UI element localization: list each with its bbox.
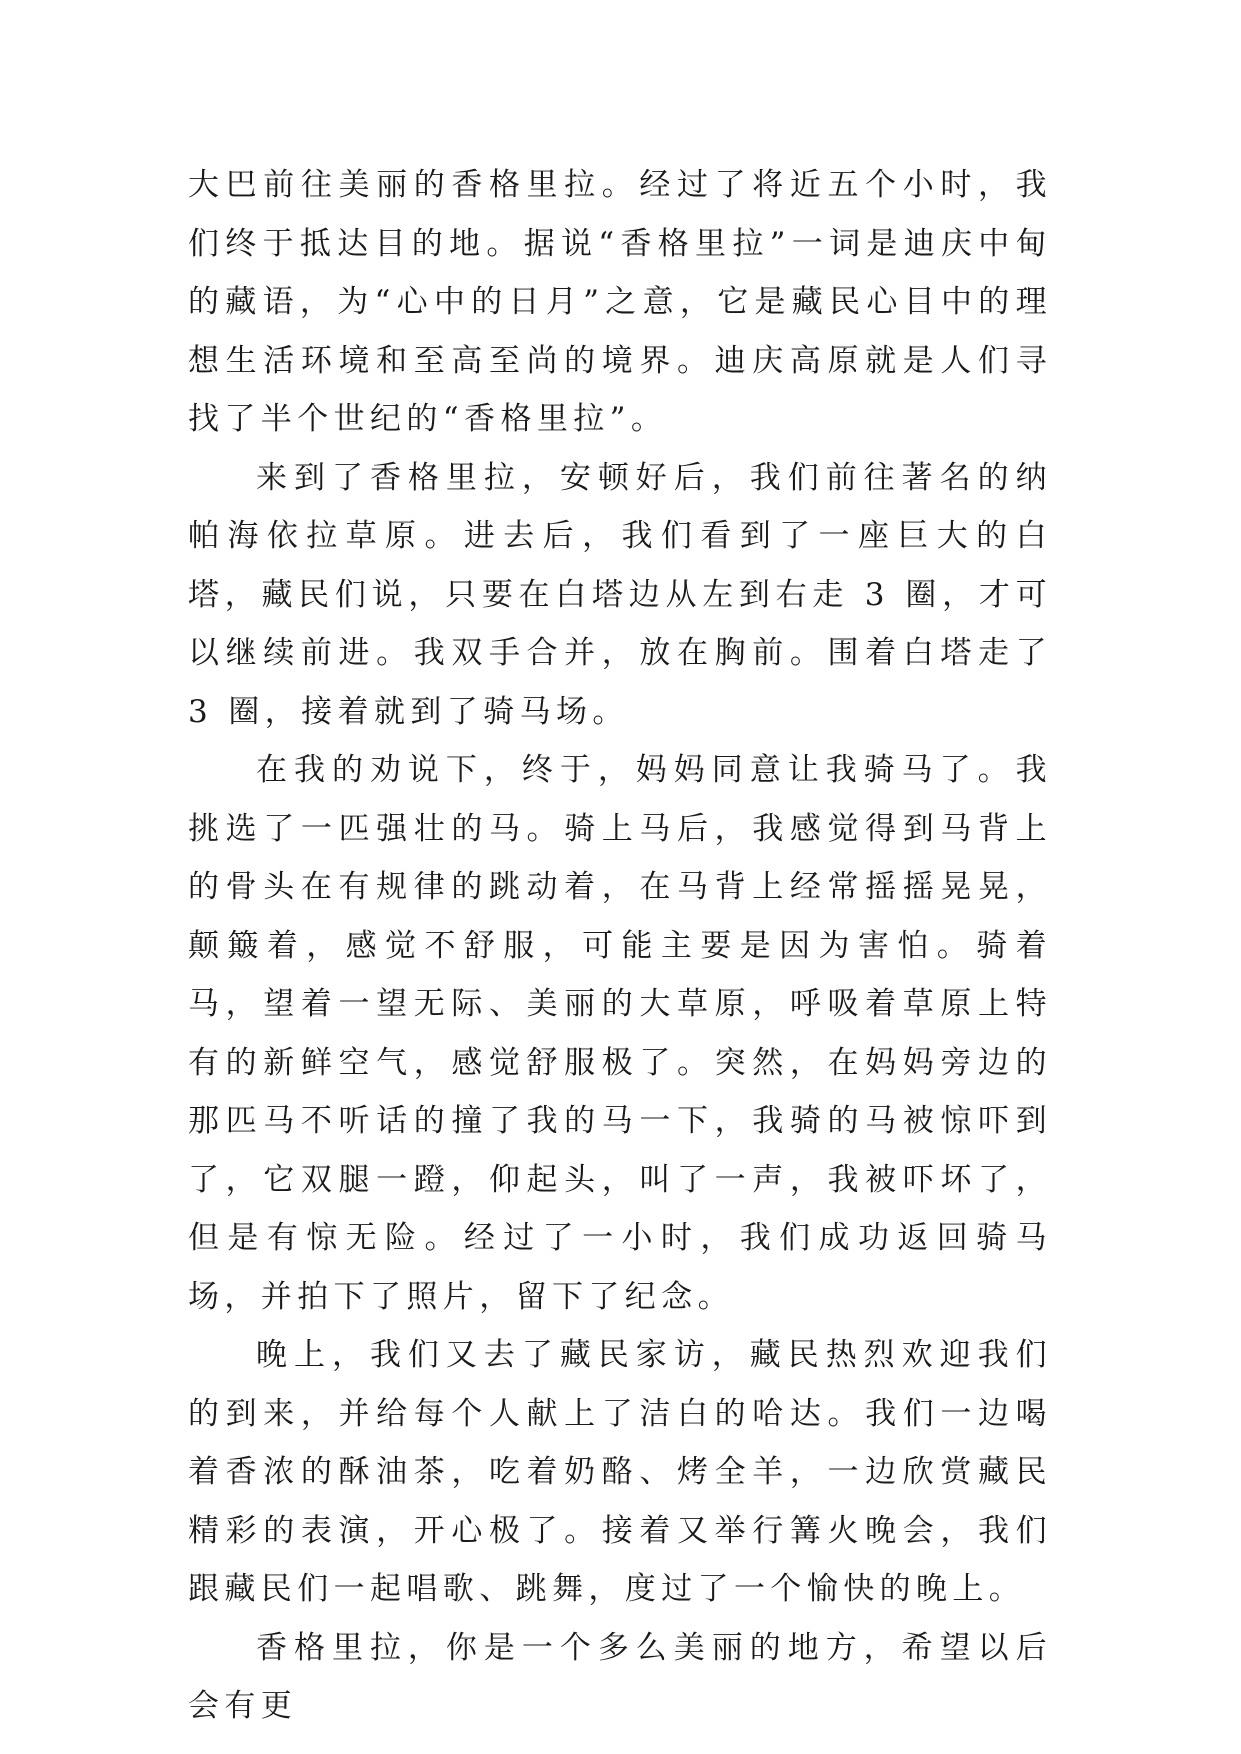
paragraph-3: 在我的劝说下，终于，妈妈同意让我骑马了。我挑选了一匹强壮的马。骑上马后，我感觉得到马背上的骨头在有规律的跳动着，在马背上经常摇摇晃晃，颠簸着，感觉不舒服，可能主要是因为害怕。骑着马，望着一望无际、美丽的大草原，呼吸着草原上特有的新鲜空气，感觉舒服极了。突然，在妈妈旁边的那匹马不听话的撞了我的马一下，我骑的马被惊吓到了，它双腿一蹬，仰起头，叫了一声，我被吓坏了，但是有惊无险。经过了一小时，我们成功返回骑马场，并拍下了照片，留下了纪念。: [188, 752, 1052, 1315]
paragraph-1: 大巴前往美丽的香格里拉。经过了将近五个小时，我们终于抵达目的地。据说“香格里拉”一词是迪庆中甸的藏语，为“心中的日月”之意，它是藏民心目中的理想生活环境和至高至尚的境界。迪庆高原就是人们寻找了半个世纪的“香格里拉”。: [188, 167, 1052, 437]
paragraph-4: 晚上，我们又去了藏民家访，藏民热烈欢迎我们的到来，并给每个人献上了洁白的哈达。我们一边喝着香浓的酥油茶，吃着奶酪、烤全羊，一边欣赏藏民精彩的表演，开心极了。接着又举行篝火晚会，我们跟藏民们一起唱歌、跳舞，度过了一个愉快的晚上。: [188, 1337, 1052, 1607]
paragraph-5: 香格里拉，你是一个多么美丽的地方，希望以后会有更: [188, 1629, 1052, 1724]
paragraph-2: 来到了香格里拉，安顿好后，我们前往著名的纳帕海依拉草原。进去后，我们看到了一座巨大的白塔，藏民们说，只要在白塔边从左到右走 3 圈，才可以继续前进。我双手合并，放在胸前。围着白塔走了 3 圈，接着就到了骑马场。: [188, 459, 1052, 730]
document-body: [188, 156, 1052, 1736]
